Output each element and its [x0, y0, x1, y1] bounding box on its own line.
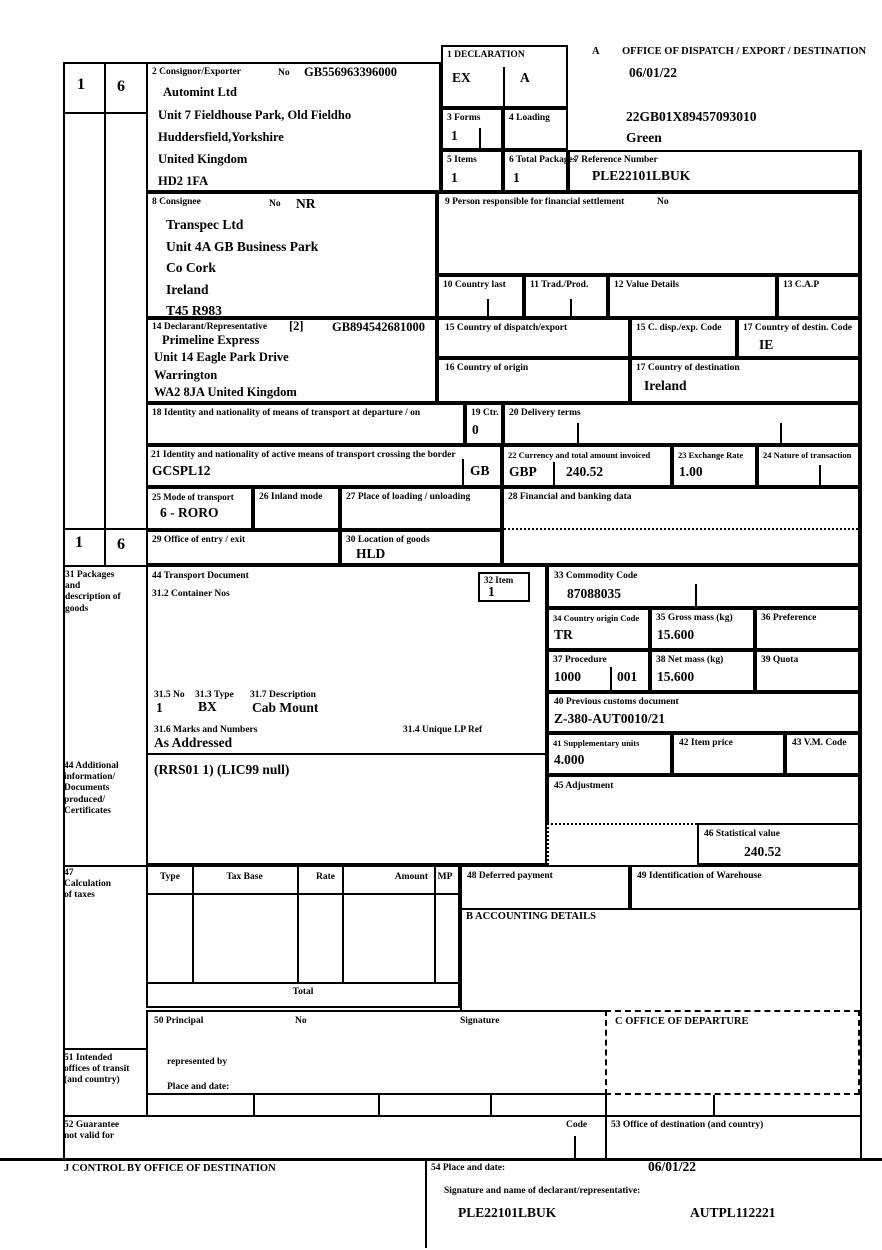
tax-col-line-1 [192, 867, 194, 982]
box-48-deferred-payment [460, 865, 630, 910]
copy-box2-top-line [63, 528, 146, 530]
box-53-label: 53 Office of destination (and country) [611, 1120, 764, 1130]
box-29-office-entry [146, 530, 340, 565]
box-50-label: 50 Principal [154, 1016, 204, 1026]
cells-row-line-5 [713, 1095, 715, 1115]
gross-mass-value: 15.600 [657, 627, 695, 642]
box-40-label: 40 Previous customs document [554, 697, 679, 707]
box-22-divider [553, 462, 555, 487]
box-54-label: 54 Place and date: [431, 1163, 506, 1173]
tax-header-mp: MP [437, 872, 453, 882]
active-transport-id: GCSPL12 [152, 463, 211, 478]
box-50-represented-label: represented by [167, 1057, 228, 1067]
box-22-currency-amount [502, 445, 672, 487]
box-28-financial-banking [502, 487, 860, 565]
box-35-gross-mass [650, 608, 755, 650]
box-45-adjustment [547, 775, 860, 823]
box-20-delivery-terms [503, 403, 860, 445]
copy-number-6-lower: 6 [117, 536, 125, 553]
box-39-quota [755, 650, 860, 692]
box-33-commodity-code [547, 565, 860, 608]
consignee-country: Ireland [166, 282, 209, 297]
box-54-left-line [425, 1158, 427, 1248]
box-38-net-mass [650, 650, 755, 692]
box-30-label: 30 Location of goods [346, 535, 430, 545]
box-33-label: 33 Commodity Code [554, 571, 638, 581]
cells-row-line-4 [605, 1095, 607, 1115]
box-2-consignor [146, 62, 441, 192]
box-50-no-label: No [295, 1016, 307, 1026]
commodity-code-value: 87088035 [567, 586, 621, 601]
box-52-label: 52 Guarantee not valid for [64, 1120, 120, 1142]
cells-row-line-1 [253, 1095, 255, 1115]
box-27-place-loading [340, 487, 502, 530]
tax-header-base: Tax Base [226, 872, 263, 882]
consignee-id: NR [296, 196, 316, 211]
box-48-label: 48 Deferred payment [467, 871, 553, 881]
box-1-label: 1 DECLARATION [447, 50, 525, 60]
country-destination-value: Ireland [644, 378, 687, 393]
declarant-address-2: Warrington [154, 368, 218, 382]
box-31-2-label: 31.2 Container Nos [152, 589, 230, 599]
location-goods-value: HLD [356, 546, 386, 561]
box-11-label: 11 Trad./Prod. [530, 280, 589, 290]
box-43-label: 43 V.M. Code [792, 738, 847, 748]
statistical-value: 240.52 [744, 844, 782, 859]
tax-table-total-line [148, 982, 458, 984]
box-25-label: 25 Mode of transport [152, 492, 234, 502]
box-50-signature-label: Signature [460, 1016, 500, 1026]
box-15-label: 15 Country of dispatch/export [445, 323, 568, 333]
box-23-label: 23 Exchange Rate [678, 450, 744, 460]
destination-code-value: IE [759, 337, 774, 352]
tax-total-label: Total [292, 987, 314, 997]
box-36-label: 36 Preference [761, 613, 817, 623]
box-5-label: 5 Items [447, 155, 477, 165]
box-32-label: 32 Item [484, 575, 514, 585]
box-6-total-packages [503, 150, 577, 192]
box-49-warehouse [630, 865, 860, 910]
box-6-label: 6 Total Packages [509, 155, 577, 165]
tax-header-rate: Rate [316, 872, 335, 882]
country-origin-code-value: TR [554, 627, 573, 642]
box-47-label: 47 Calculation of taxes [64, 868, 111, 901]
active-transport-nationality: GB [470, 463, 490, 478]
box-21-active-transport [146, 445, 502, 487]
box-4-label: 4 Loading [509, 113, 550, 123]
consignee-address-1: Unit 4A GB Business Park [166, 239, 319, 254]
box-54-date: 06/01/22 [648, 1159, 697, 1174]
box-11-tick [570, 299, 572, 318]
goods-description-value: Cab Mount [252, 700, 319, 715]
net-mass-value: 15.600 [657, 669, 695, 684]
box-19-ctr [465, 403, 503, 445]
box-31-6-label: 31.6 Marks and Numbers [154, 725, 258, 735]
box-28-label: 28 Financial and banking data [508, 492, 632, 502]
tax-table-header-line [148, 893, 458, 895]
box-16-label: 16 Country of origin [445, 363, 529, 373]
box-1-divider [503, 67, 505, 106]
ctr-value: 0 [472, 422, 479, 437]
tax-header-type: Type [160, 872, 180, 882]
box-3-label: 3 Forms [447, 113, 481, 123]
office-a-mrn: 22GB01X89457093010 [626, 109, 757, 124]
total-packages-value: 1 [513, 170, 520, 185]
box-37-label: 37 Procedure [553, 655, 607, 665]
consignor-country: United Kingdom [158, 152, 248, 166]
declarant-reference: PLE22101LBUK [458, 1205, 557, 1220]
box-15a-dispatch-code [630, 318, 737, 358]
section-b-left-line [460, 910, 462, 1010]
box-53-left-line [605, 1115, 607, 1158]
box-32-item [478, 572, 530, 602]
tax-col-line-2 [297, 867, 299, 982]
box-19-label: 19 Ctr. [471, 408, 499, 418]
declaration-type: EX [452, 70, 471, 85]
box-1-declaration [441, 45, 568, 108]
box-31-5-label: 31.5 No [154, 690, 185, 700]
supplementary-units-value: 4.000 [554, 752, 585, 767]
declarant-signature-name: AUTPL112221 [690, 1205, 776, 1220]
box-10-tick [487, 299, 489, 318]
copy-number-1: 1 [77, 76, 85, 93]
consignee-address-2: Co Cork [166, 260, 216, 275]
box-10-country-last [437, 275, 524, 318]
representative-code: [2] [289, 319, 304, 333]
currency-value: GBP [509, 464, 537, 479]
box-21-divider [462, 459, 464, 487]
box-43-vm-code [785, 733, 860, 775]
cells-row-line-2 [378, 1095, 380, 1115]
tax-col-line-3 [342, 867, 344, 982]
tax-header-amount: Amount [394, 872, 428, 882]
box-7-reference [568, 150, 860, 192]
box-40-previous-document [547, 692, 860, 733]
box-18-transport-departure [146, 403, 465, 445]
box-24-nature-transaction [757, 445, 860, 487]
previous-document-value: Z-380-AUT0010/21 [554, 711, 665, 726]
box-28-dotted-line [504, 528, 858, 530]
box-42-item-price [672, 733, 785, 775]
box-44-label: 44 Additional information/ Documents produced/ Certificates [64, 761, 119, 816]
box-50-principal [146, 1010, 605, 1095]
marks-numbers-value: As Addressed [154, 735, 233, 750]
box-51-top-line [63, 1048, 146, 1050]
box-44-additional-info [146, 755, 547, 865]
office-a-title: OFFICE OF DISPATCH / EXPORT / DESTINATION [622, 46, 867, 57]
box-13-label: 13 C.A.P [783, 280, 820, 290]
cells-row-line-0 [146, 1095, 148, 1115]
box-37-divider [610, 667, 612, 692]
box-15-country-dispatch [437, 318, 630, 358]
box-20-tick-2 [780, 423, 782, 445]
box-17a-label: 17 Country of destin. Code [743, 323, 852, 333]
box-41-supplementary-units [547, 733, 672, 775]
box-44t-label: 44 Transport Document [152, 571, 249, 581]
copy-number-6: 6 [117, 78, 125, 95]
section-j-label: J CONTROL BY OFFICE OF DESTINATION [64, 1163, 276, 1174]
consignor-postcode: HD2 1FA [158, 174, 209, 188]
box-8-label: 8 Consignee [152, 197, 201, 207]
box-23-exchange-rate [672, 445, 757, 487]
box-31-7-label: 31.7 Description [250, 690, 316, 700]
box-54-signature-label: Signature and name of declarant/representative: [444, 1186, 641, 1196]
box-2-label: 2 Consignor/Exporter [152, 67, 241, 77]
items-value: 1 [451, 170, 458, 185]
box-20-tick-1 [577, 423, 579, 445]
box-27-label: 27 Place of loading / unloading [346, 492, 471, 502]
box-15a-label: 15 C. disp./exp. Code [636, 323, 722, 333]
box-39-label: 39 Quota [761, 655, 799, 665]
box-31-label: 31 Packages and description of goods [65, 570, 121, 614]
cells-row-bottom-line [63, 1115, 860, 1117]
box-13-cap [777, 275, 860, 318]
box-9-label: 9 Person responsible for financial settlement [445, 197, 625, 207]
box-46-statistical-value [697, 823, 860, 865]
copy-column-divider [104, 62, 106, 565]
box-31-4-label: 31.4 Unique LP Ref [403, 725, 483, 735]
box-41-label: 41 Supplementary units [553, 738, 640, 748]
cells-row-line-3 [490, 1095, 492, 1115]
section-c-office-departure [605, 1010, 860, 1095]
box-9-no-label: No [657, 197, 669, 207]
section-c-label: C OFFICE OF DEPARTURE [615, 1016, 749, 1027]
box-26-inland-mode [253, 487, 340, 530]
box-26-label: 26 Inland mode [259, 492, 323, 502]
box-37-procedure [547, 650, 650, 692]
section-b-label: B ACCOUNTING DETAILS [466, 911, 596, 922]
section-j-top-line [0, 1158, 882, 1161]
box-3-forms [441, 108, 503, 150]
box-42-label: 42 Item price [679, 738, 733, 748]
declarant-address-1: Unit 14 Eagle Park Drive [154, 350, 289, 364]
package-count-value: 1 [156, 700, 163, 715]
consignee-postcode: T45 R983 [166, 303, 222, 318]
box-3-tick [479, 128, 481, 150]
copy-box-bottom-line [63, 112, 146, 114]
box-5-items [441, 150, 503, 192]
box-38-label: 38 Net mass (kg) [656, 655, 724, 665]
office-a-routing: Green [626, 130, 662, 145]
box-12-value-details [608, 275, 777, 318]
declarant-postcode-country: WA2 8JA United Kingdom [154, 385, 297, 399]
consignee-name: Transpec Ltd [166, 217, 244, 232]
declarant-eori: GB894542681000 [332, 320, 426, 334]
box-21-label: 21 Identity and nationality of active means of transport crossing the border [151, 450, 456, 460]
procedure-value-2: 001 [617, 669, 638, 684]
box-2-no-label: No [278, 68, 290, 78]
copy-number-1-lower: 1 [75, 534, 83, 551]
box-24-label: 24 Nature of transaction [763, 450, 852, 460]
consignor-address-2: Huddersfield,Yorkshire [158, 130, 284, 144]
box-52-code-tick [574, 1136, 576, 1158]
box-51-label: 51 Intended offices of transit (and country) [64, 1053, 130, 1086]
mode-transport-value: 6 - RORO [160, 505, 219, 520]
box-25-mode-transport [146, 487, 253, 530]
box-47-tax-table [146, 865, 460, 1008]
box-36-preference [755, 608, 860, 650]
box-8-no-label: No [269, 199, 281, 209]
amount-invoiced-value: 240.52 [566, 464, 604, 479]
box-16-country-origin [437, 358, 630, 403]
box-17-country-destination [630, 358, 860, 403]
box-45-label: 45 Adjustment [554, 781, 614, 791]
reference-number: PLE22101LBUK [592, 168, 691, 183]
procedure-value: 1000 [554, 669, 581, 684]
copy-box-top-line [63, 62, 146, 64]
box-34-label: 34 Country origin Code [553, 613, 640, 623]
box-18-label: 18 Identity and nationality of means of transport at departure / on [152, 408, 421, 418]
box-24-tick [819, 465, 821, 487]
box-8-consignee [146, 192, 437, 318]
box-29-label: 29 Office of entry / exit [152, 535, 246, 545]
declaration-subtype: A [520, 70, 530, 85]
box-22-label: 22 Currency and total amount invoiced [508, 450, 651, 460]
box-33-tick [695, 584, 697, 606]
box-20-label: 20 Delivery terms [509, 408, 581, 418]
box-10-label: 10 Country last [443, 280, 506, 290]
box-17-label: 17 Country of destination [636, 363, 740, 373]
consignor-eori: GB556963396000 [304, 65, 398, 79]
tax-col-line-4 [434, 867, 436, 982]
office-a-letter: A [592, 46, 600, 57]
item-section-bottom-line [63, 865, 146, 867]
exchange-rate-value: 1.00 [679, 464, 703, 479]
right-page-border [860, 150, 862, 1158]
office-a-date: 06/01/22 [629, 65, 678, 80]
box-46-label: 46 Statistical value [704, 829, 780, 839]
box-49-label: 49 Identification of Warehouse [637, 871, 762, 881]
forms-value: 1 [451, 128, 458, 143]
box-4-loading [503, 108, 568, 150]
item-number-value: 1 [488, 584, 495, 599]
box-9-financial-settlement [437, 192, 860, 275]
consignor-name: Automint Ltd [163, 85, 237, 99]
box-46-dotted-top [547, 823, 697, 825]
box-46-dotted-left [547, 823, 549, 865]
box-50-place-date-label: Place and date: [167, 1082, 230, 1092]
box-12-label: 12 Value Details [614, 280, 679, 290]
box-35-label: 35 Gross mass (kg) [656, 613, 733, 623]
box-34-country-origin-code [547, 608, 650, 650]
declarant-name: Primeline Express [162, 333, 260, 347]
copy-box2-bottom-line [63, 565, 146, 567]
box-31-3-label: 31.3 Type [195, 690, 234, 700]
box-7-label: 7 Reference Number [574, 155, 658, 165]
box-11-trad-prod [524, 275, 608, 318]
package-type-value: BX [198, 699, 217, 714]
box-14-declarant [146, 318, 437, 403]
box-52-code-label: Code [566, 1120, 588, 1130]
box-14-label: 14 Declarant/Representative [152, 322, 268, 332]
box-30-location-goods [340, 530, 502, 565]
consignor-address-1: Unit 7 Fieldhouse Park, Old Fieldho [158, 108, 352, 122]
additional-info-value: (RRS01 1) (LIC99 null) [154, 762, 290, 777]
box-17a-destination-code [737, 318, 860, 358]
